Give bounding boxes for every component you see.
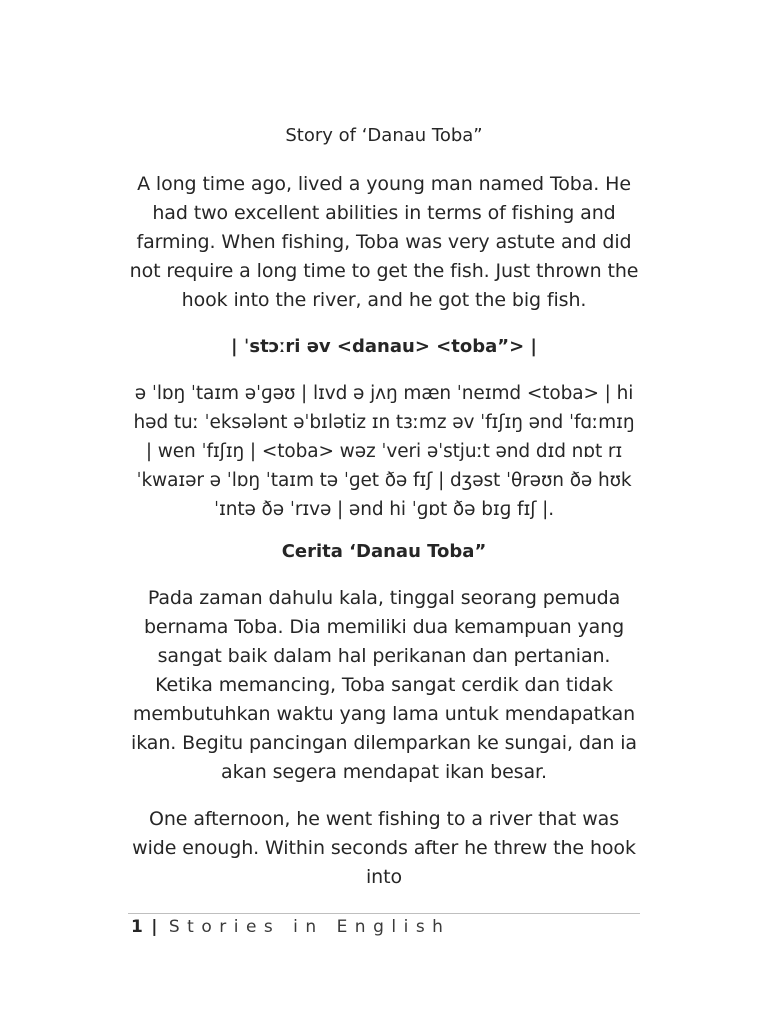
footer-divider <box>128 913 640 914</box>
page-footer <box>131 915 450 939</box>
english-paragraph-2: One afternoon, he went fishing to a river that was wide enough. Within seconds after he threw the hook into <box>132 808 636 888</box>
story-title: Story of ‘Danau Toba” <box>285 125 483 146</box>
document-body <box>128 122 640 910</box>
footer-label: Stories in English <box>168 917 451 937</box>
indonesian-title: Cerita ‘Danau Toba” <box>281 541 487 562</box>
ipa-title: | ˈstɔːri əv <danau> <toba”> | <box>231 336 537 357</box>
page-number: 1 <box>131 917 143 937</box>
english-paragraph-1: A long time ago, lived a young man named Toba. He had two excellent abilities in terms of fishing and farming. When fishing, Toba was very astute and did not require a long time to get the fish. Just thrown the hook into the river, and he got the big fish. <box>129 173 639 311</box>
ipa-paragraph: ə ˈlɒŋ ˈtaɪm əˈɡəʊ | lɪvd ə jʌŋ mæn ˈneɪmd <toba> | hi həd tuː ˈeksələnt əˈbɪlətiz ɪn tɜːmz əv ˈfɪʃɪŋ ənd ˈfɑːmɪŋ | wen ˈfɪʃɪŋ | <toba> wəz ˈveri əˈstjuːt ənd dɪd nɒt rɪˈkwaɪər ə ˈlɒŋ ˈtaɪm tə ˈɡet ðə fɪʃ | dʒəst ˈθrəʊn ðə hʊk ˈɪntə ðə ˈrɪvə | ənd hi ˈɡɒt ðə bɪɡ fɪʃ |. <box>133 383 635 520</box>
indonesian-paragraph: Pada zaman dahulu kala, tinggal seorang pemuda bernama Toba. Dia memiliki dua kemampuan yang sangat baik dalam hal perikanan dan pertanian. Ketika memancing, Toba sangat cerdik dan tidak membutuhkan waktu yang lama untuk mendapatkan ikan. Begitu pancingan dilemparkan ke sungai, dan ia akan segera mendapat ikan besar. <box>131 587 637 783</box>
footer-separator: | <box>151 917 158 937</box>
